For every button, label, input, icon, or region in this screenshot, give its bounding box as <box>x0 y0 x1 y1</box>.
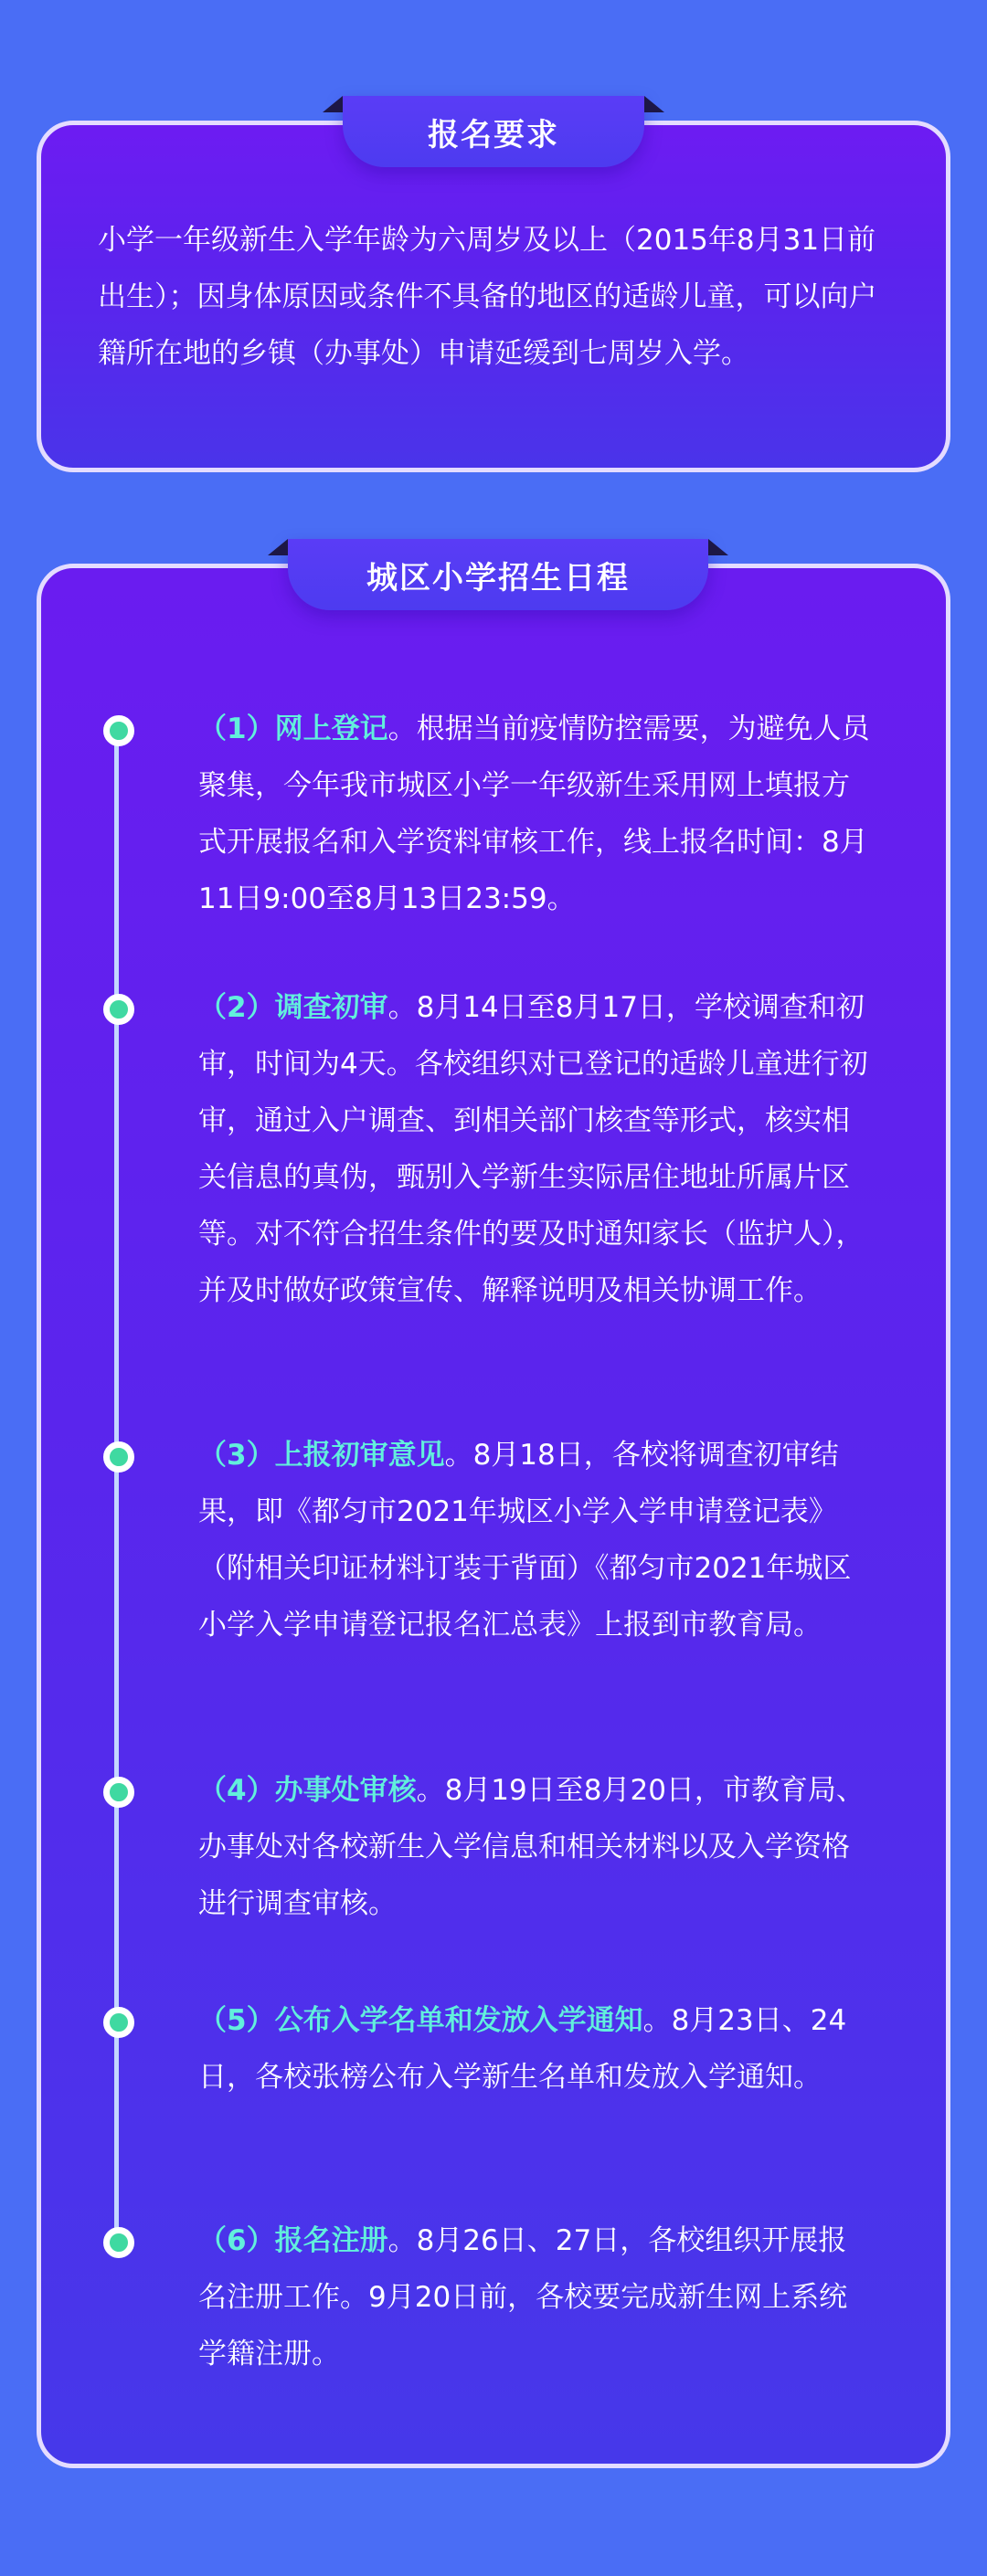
timeline-dot <box>103 715 134 746</box>
schedule-item-text: 。根据当前疫情防控需要，为避免人员聚集，今年我市城区小学一年级新生采用网上填报方式开展报名和入学资料审核工作，线上报名时间：8月11日9:00至8月13日23:59。 <box>198 713 870 915</box>
schedule-item-heading: （4）办事处审核 <box>198 1774 417 1807</box>
schedule-item-heading: （6）报名注册 <box>198 2224 388 2257</box>
schedule-item-heading: （5）公布入学名单和发放入学通知 <box>198 2004 643 2037</box>
schedule-item-6 <box>198 2212 875 2382</box>
schedule-item-1 <box>198 701 875 927</box>
timeline-dot <box>103 994 134 1025</box>
timeline-dot <box>103 1777 134 1808</box>
schedule-item-text: 。8月18日，各校将调查初审结果，即《都匀市2021年城区小学入学申请登记表》（附相关印证材料订装于背面）《都匀市2021年城区小学入学申请登记报名汇总表》上报到市教育局。 <box>198 1439 852 1642</box>
schedule-item-5 <box>198 1992 875 2106</box>
schedule-item-heading: （1）网上登记 <box>198 713 388 745</box>
timeline-dot <box>103 2227 134 2258</box>
schedule-item-2 <box>198 979 875 1319</box>
schedule-item-text: 。8月23日、24日，各校张榜公布入学新生名单和发放入学通知。 <box>198 2004 847 2094</box>
section-title-requirements: 报名要求 <box>343 96 644 167</box>
timeline-dot <box>103 1441 134 1473</box>
requirements-text: 小学一年级新生入学年龄为六周岁及以上（2015年8月31日前出生）；因身体原因或条件不具备的地区的适龄儿童，可以向户籍所在地的乡镇（办事处）申请延缓到七周岁入学。 <box>98 224 877 370</box>
schedule-item-4 <box>198 1762 875 1932</box>
schedule-item-text: 。8月26日、27日，各校组织开展报名注册工作。9月20日前，各校要完成新生网上系统学籍注册。 <box>198 2224 848 2370</box>
timeline-dot <box>103 2007 134 2038</box>
registration-requirements-card <box>37 116 950 472</box>
schedule-item-text: 。8月14日至8月17日，学校调查和初审，时间为4天。各校组织对已登记的适龄儿童进行初审，通过入户调查、到相关部门核查等形式，核实相关信息的真伪，甄别入学新生实际居住地址所属片区等。对不符合招生条件的要及时通知家长（监护人），并及时做好政策宣传、解释说明及相关协调工作。 <box>198 991 868 1307</box>
schedule-item-heading: （2）调查初审 <box>198 991 388 1024</box>
schedule-item-text: 。8月19日至8月20日，市教育局、办事处对各校新生入学信息和相关材料以及入学资格进行调查审核。 <box>198 1774 865 1920</box>
schedule-item-3 <box>198 1427 875 1653</box>
section-title-schedule: 城区小学招生日程 <box>288 539 708 610</box>
schedule-item-heading: （3）上报初审意见 <box>198 1439 445 1472</box>
